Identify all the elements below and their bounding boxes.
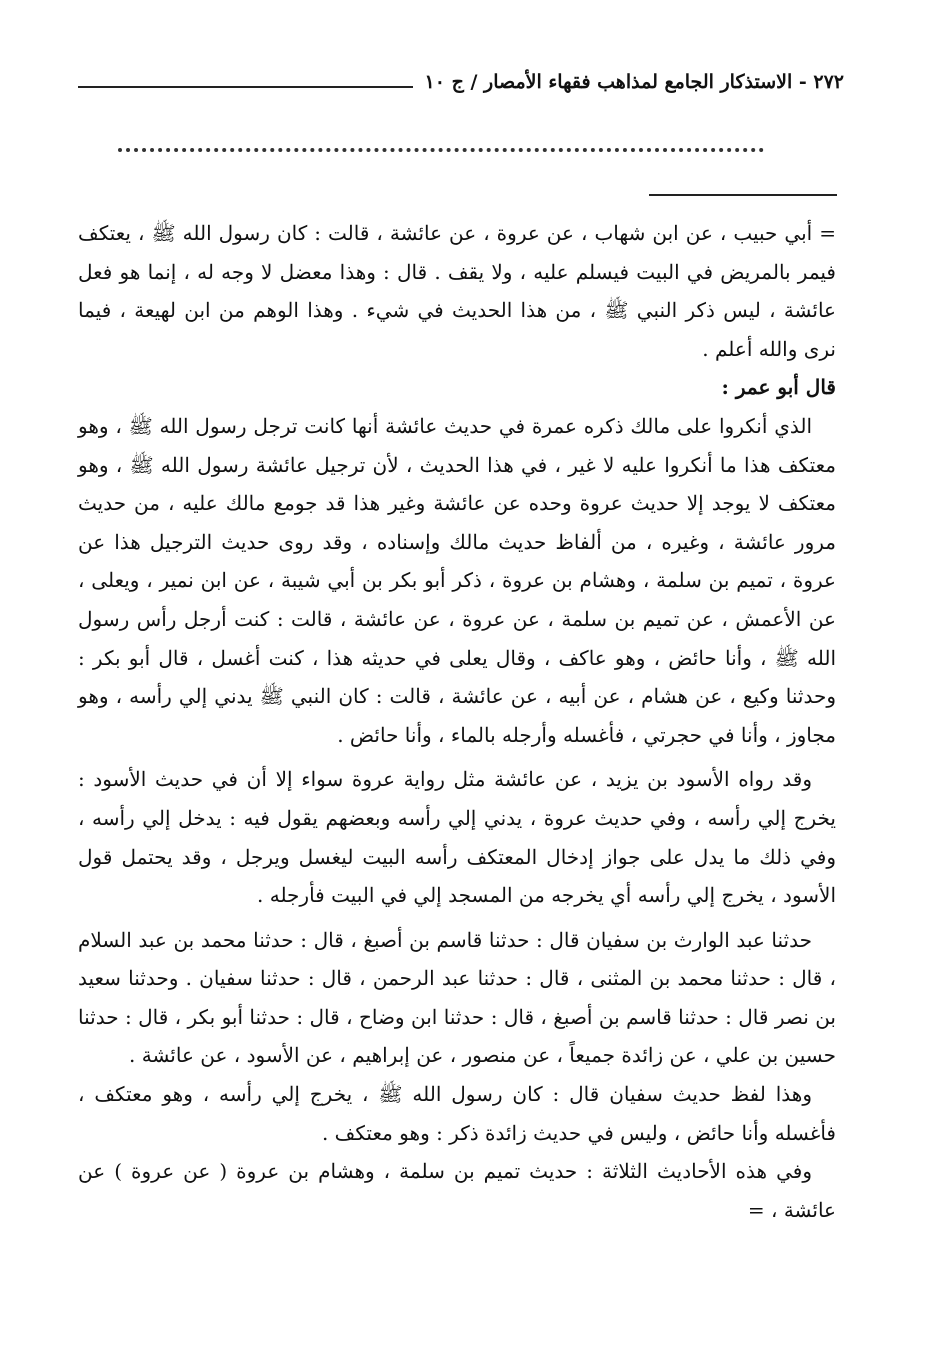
section-heading: قال أبو عمر :	[721, 375, 836, 400]
footnote-rule	[649, 194, 837, 196]
dotted-separator	[118, 148, 764, 152]
paragraph-4: وهذا لفظ حديث سفيان قال : كان رسول الله ﷺ ، يخرج إلي رأسه ، وهو معتكف ، فأغسله وأنا حائض ، وليس في حديث زائدة ذكر : وهو معتكف .	[78, 1082, 836, 1145]
header-rule	[78, 86, 413, 88]
paragraph-1: الذي أنكروا على مالك ذكره عمرة في حديث عائشة أنها كانت ترجل رسول الله ﷺ ، وهو معتكف هذا ما أنكروا عليه لا غير ، في هذا الحديث ، لأن ترجيل عائشة رسول الله ﷺ ، وهو معتكف لا يوجد إلا حديث عروة وحده عن عائشة وغير هذا قد جومع مالك عليه ، من حديث مرور عائشة ، وغيره ، من ألفاظ حديث مالك وإسناده ، وقد روى حديث الترجيل هذا عن عروة ، تميم بن سلمة ، وهشام بن عروة ، ذكر أبو بكر بن أبي شيبة ، عن ابن نمير ، ويعلى ، عن الأعمش ، عن تميم بن سلمة ، عن عروة ، عن عائشة ، قالت : كنت أرجل رأس رسول الله ﷺ ، وأنا حائض ، وهو عاكف ، وقال يعلى في حديثه هذا ، كنت أغسل ، قال أبو بكر : وحدثنا وكيع ، عن هشام ، عن أبيه ، عن عائشة ، قالت : كان النبي ﷺ يدني إلي رأسه ، وهو مجاوز ، وأنا في حجرتي ، فأغسله وأرجله بالماء ، وأنا حائض .	[78, 413, 836, 747]
footnote-continuation: = أبي حبيب ، عن ابن شهاب ، عن عروة ، عن عائشة ، قالت : كان رسول الله ﷺ ، يعتكف فيمر بالمريض في البيت فيسلم عليه ، ولا يقف . قال : وهذا معضل لا وجه له ، إنما هو فعل عائشة ، ليس ذكر النبي ﷺ ، من هذا الحديث في شيء . وهذا الوهم من ابن لهيعة ، فيما نرى والله أعلم .	[78, 221, 836, 361]
paragraph-5: وفي هذه الأحاديث الثلاثة : حديث تميم بن سلمة ، وهشام بن عروة ( عن عروة ) عن عائشة ، =	[78, 1159, 836, 1222]
running-header	[78, 62, 844, 102]
header-title: ٢٧٢ - الاستذكار الجامع لمذاهب فقهاء الأمصار / ج ١٠	[424, 71, 844, 93]
paragraph-3: حدثنا عبد الوارث بن سفيان قال : حدثنا قاسم بن أصبغ ، قال : حدثنا محمد بن عبد السلام ، قال : حدثنا محمد بن المثنى ، قال : حدثنا عبد الرحمن ، قال : حدثنا سفيان . وحدثنا سعيد بن نصر قال : حدثنا قاسم بن أصبغ ، قال : حدثنا ابن وضاح ، قال : حدثنا أبو بكر ، قال : حدثنا حسين بن علي ، عن زائدة جميعاً ، عن منصور ، عن إبراهيم ، عن الأسود ، عن عائشة .	[78, 927, 836, 1068]
paragraph-2: وقد رواه الأسود بن يزيد ، عن عائشة مثل رواية عروة سواء إلا أن في حديث الأسود : يخرج إلي رأسه ، وفي حديث عروة ، يدني إلي رأسه وبعضهم يقول فيه : يدخل إلي رأسه ، وفي ذلك ما يدل على جواز إدخال المعتكف رأسه البيت ليغسل ويرجل ، وقد يحتمل قول الأسود ، يخرج إلي رأسه أي يخرجه من المسجد إلي في البيت فأرجله .	[78, 767, 836, 908]
page-body	[78, 214, 836, 1229]
